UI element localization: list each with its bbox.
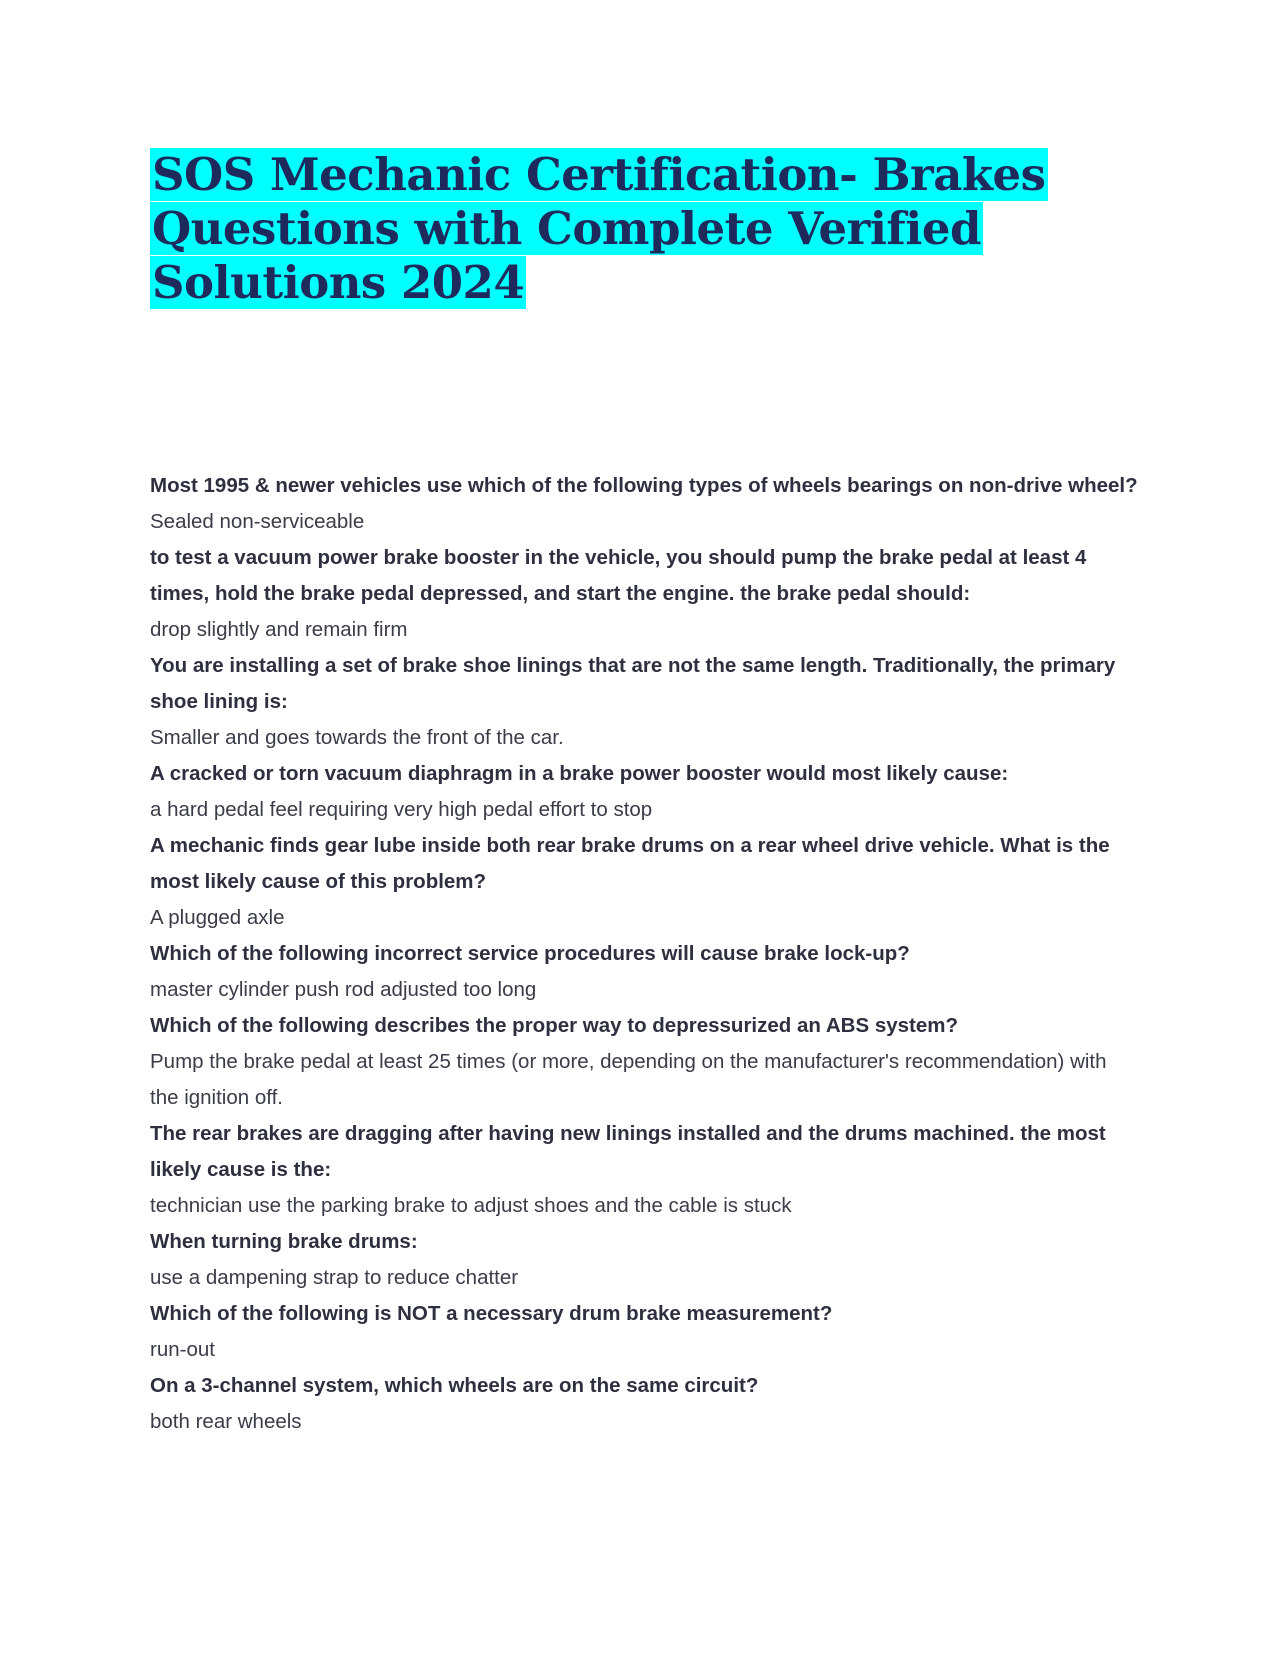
- question-text: Which of the following describes the proper way to depressurized an ABS system?: [150, 1014, 958, 1037]
- question-text: Which of the following incorrect service procedures will cause brake lock-up?: [150, 942, 910, 965]
- qa-item: [150, 540, 1140, 648]
- question-text: On a 3-channel system, which wheels are on the same circuit?: [150, 1374, 759, 1397]
- answer-text: run-out: [150, 1338, 215, 1361]
- answer-text: use a dampening strap to reduce chatter: [150, 1266, 519, 1289]
- answer-text: master cylinder push rod adjusted too long: [150, 978, 537, 1001]
- qa-item: [150, 648, 1140, 756]
- qa-item: [150, 936, 1140, 1008]
- qa-item: [150, 1116, 1140, 1224]
- qa-item: [150, 1296, 1140, 1368]
- question-text: to test a vacuum power brake booster in the vehicle, you should pump the brake pedal at least 4 times, hold the brake pedal depressed, and start the engine. the brake pedal should:: [150, 546, 1087, 605]
- qa-item: [150, 828, 1140, 936]
- answer-text: both rear wheels: [150, 1410, 302, 1433]
- question-text: A mechanic finds gear lube inside both rear brake drums on a rear wheel drive vehicle. What is the most likely cause of this problem?: [150, 834, 1110, 893]
- answer-text: drop slightly and remain firm: [150, 618, 408, 641]
- title-highlight: SOS Mechanic Certification- Brakes Questions with Complete Verified Solutions 2024: [152, 148, 1046, 309]
- qa-item: [150, 468, 1140, 540]
- qa-item: [150, 1008, 1140, 1116]
- question-text: The rear brakes are dragging after having new linings installed and the drums machined. the most likely cause is the:: [150, 1122, 1106, 1181]
- qa-list: [150, 468, 1140, 1440]
- answer-text: a hard pedal feel requiring very high pedal effort to stop: [150, 798, 653, 821]
- qa-item: [150, 1224, 1140, 1296]
- question-text: A cracked or torn vacuum diaphragm in a brake power booster would most likely cause:: [150, 762, 1009, 785]
- answer-text: Sealed non-serviceable: [150, 510, 365, 533]
- answer-text: Smaller and goes towards the front of the car.: [150, 726, 564, 749]
- question-text: Which of the following is NOT a necessary drum brake measurement?: [150, 1302, 833, 1325]
- question-text: You are installing a set of brake shoe linings that are not the same length. Traditionally, the primary shoe lining is:: [150, 654, 1116, 713]
- answer-text: Pump the brake pedal at least 25 times (or more, depending on the manufacturer's recommendation) with the ignition off.: [150, 1050, 1107, 1109]
- document-title: [150, 148, 1150, 310]
- question-text: When turning brake drums:: [150, 1230, 418, 1253]
- answer-text: technician use the parking brake to adjust shoes and the cable is stuck: [150, 1194, 792, 1217]
- qa-item: [150, 756, 1140, 828]
- question-text: Most 1995 & newer vehicles use which of the following types of wheels bearings on non-drive wheel?: [150, 474, 1138, 497]
- answer-text: A plugged axle: [150, 906, 285, 929]
- qa-item: [150, 1368, 1140, 1440]
